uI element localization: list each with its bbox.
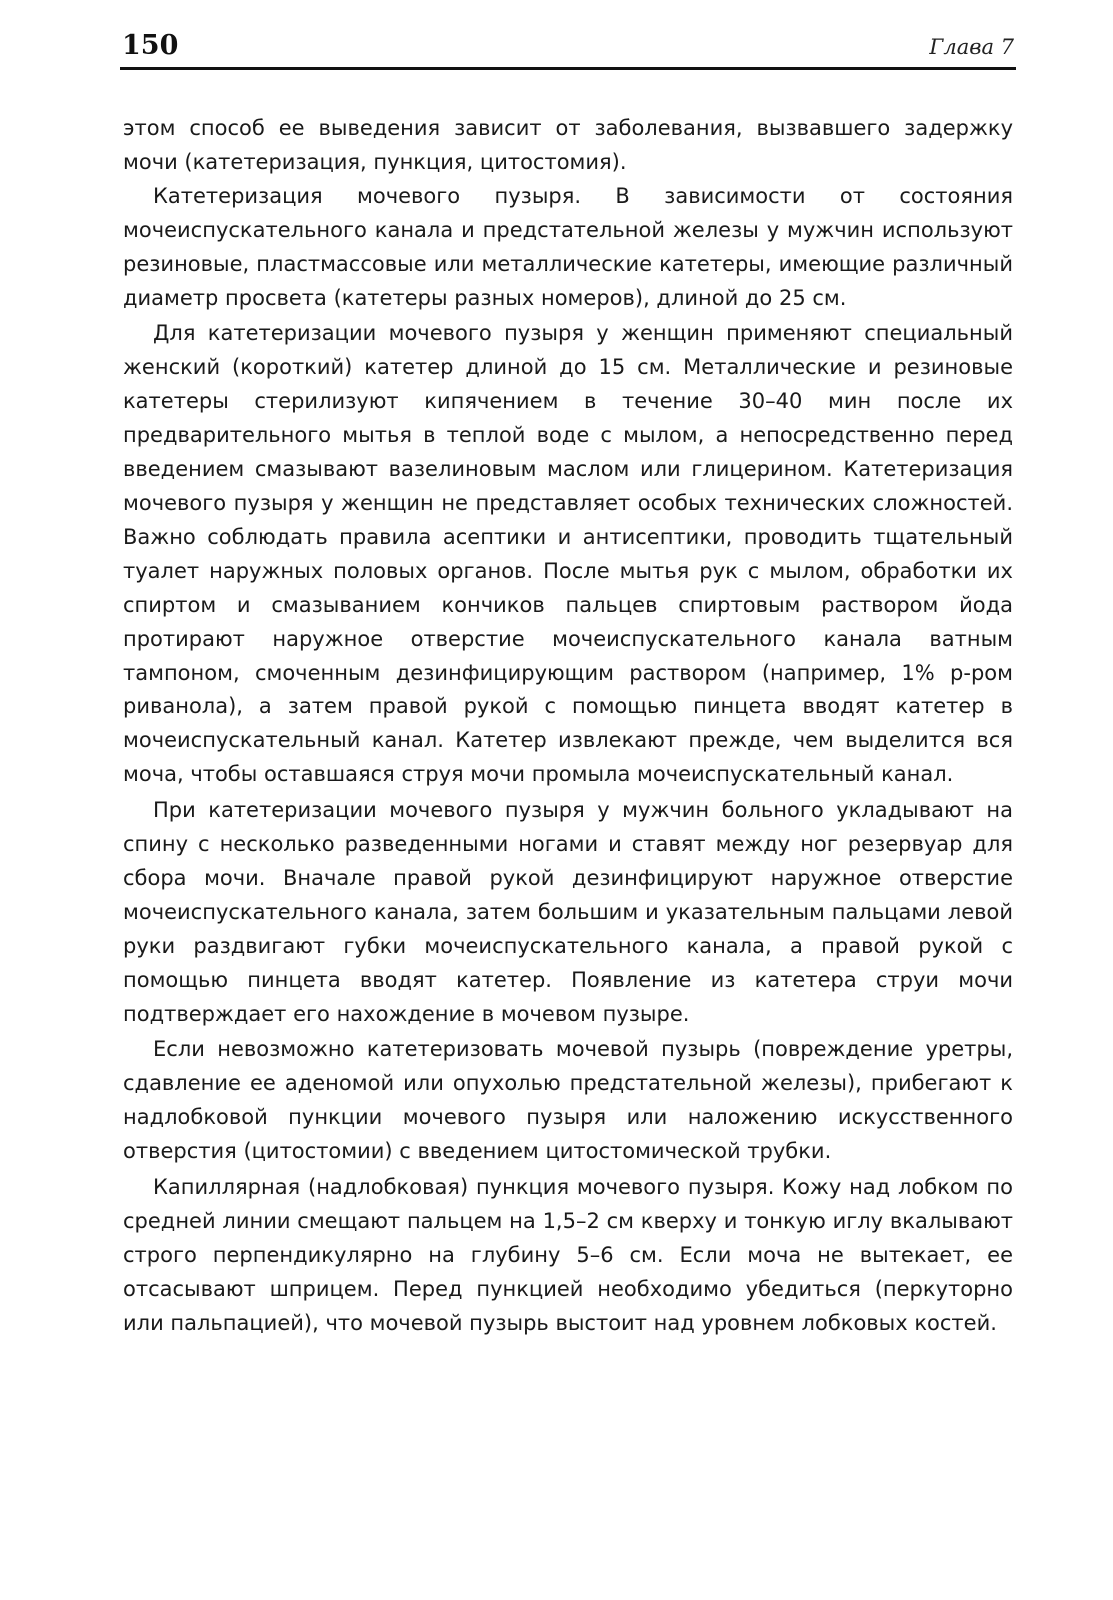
header-rule xyxy=(120,67,1016,70)
paragraph-suprapubic-alternative: Если невозможно катетеризовать мочевой пузырь (повреждение уретры, сдавление ее аденомой или опухолью предстательной железы), прибегают к надлобковой пункции мочевого пузыря или наложению искусственного отверстия (цитостомии) с введением цитостомической трубки. xyxy=(123,1037,1013,1164)
running-head xyxy=(122,28,1014,68)
paragraph-male-catheterization: При катетеризации мочевого пузыря у мужчин больного укладывают на спину с несколько разведенными ногами и ставят между ног резервуар для сбора мочи. Вначале правой рукой дезинфицируют наружное отверстие мочеиспускательного канала, затем большим и указательным пальцами левой руки раздвигают губки мочеиспускательного канала, а правой рукой с помощью пинцета вводят катетер. Появление из катетера струи мочи подтверждает его нахождение в мочевом пузыре. xyxy=(123,798,1013,1026)
page-number: 150 xyxy=(122,30,179,61)
chapter-label: Глава 7 xyxy=(929,35,1014,59)
paragraph-continuation: этом способ ее выведения зависит от заболевания, вызвавшего задержку мочи (катетеризация, пункция, цитостомия). xyxy=(123,116,1013,174)
body-text xyxy=(123,112,1013,1341)
paragraph-capillary-puncture: Капиллярная (надлобковая) пункция мочевого пузыря. Кожу над лобком по средней линии смещают пальцем на 1,5–2 см кверху и тонкую иглу вкалывают строго перпендикулярно на глубину 5–6 см. Если моча не вытекает, ее отсасывают шприцем. Перед пункцией необходимо убедиться (перкуторно или пальпацией), что мочевой пузырь выстоит над уровнем лобковых костей. xyxy=(123,1175,1013,1335)
paragraph-female-catheterization: Для катетеризации мочевого пузыря у женщин применяют специальный женский (короткий) катетер длиной до 15 см. Металлические и резиновые катетеры стерилизуют кипячением в течение 30–40 мин после их предварительного мытья в теплой воде с мылом, а непосредственно перед введением смазывают вазелиновым маслом или глицерином. Катетеризация мочевого пузыря у женщин не представляет особых технических сложностей. Важно соблюдать правила асептики и антисептики, проводить тщательный туалет наружных половых органов. После мытья рук с мылом, обработки их спиртом и смазыванием кончиков пальцев спиртовым раствором йода протирают наружное отверстие мочеиспускательного канала ватным тампоном, смоченным дезинфицирующим раствором (например, 1% р-ром риванола), а затем правой рукой с помощью пинцета вводят катетер в мочеиспускательный канал. Катетер извлекают прежде, чем выделится вся моча, чтобы оставшаяся струя мочи промыла мочеиспускательный канал. xyxy=(123,321,1013,787)
paragraph-catheterization: Катетеризация мочевого пузыря. В зависимости от состояния мочеиспускательного канала и предстательной железы у мужчин используют резиновые, пластмассовые или металлические катетеры, имеющие различный диаметр просвета (катетеры разных номеров), длиной до 25 см. xyxy=(123,183,1013,310)
